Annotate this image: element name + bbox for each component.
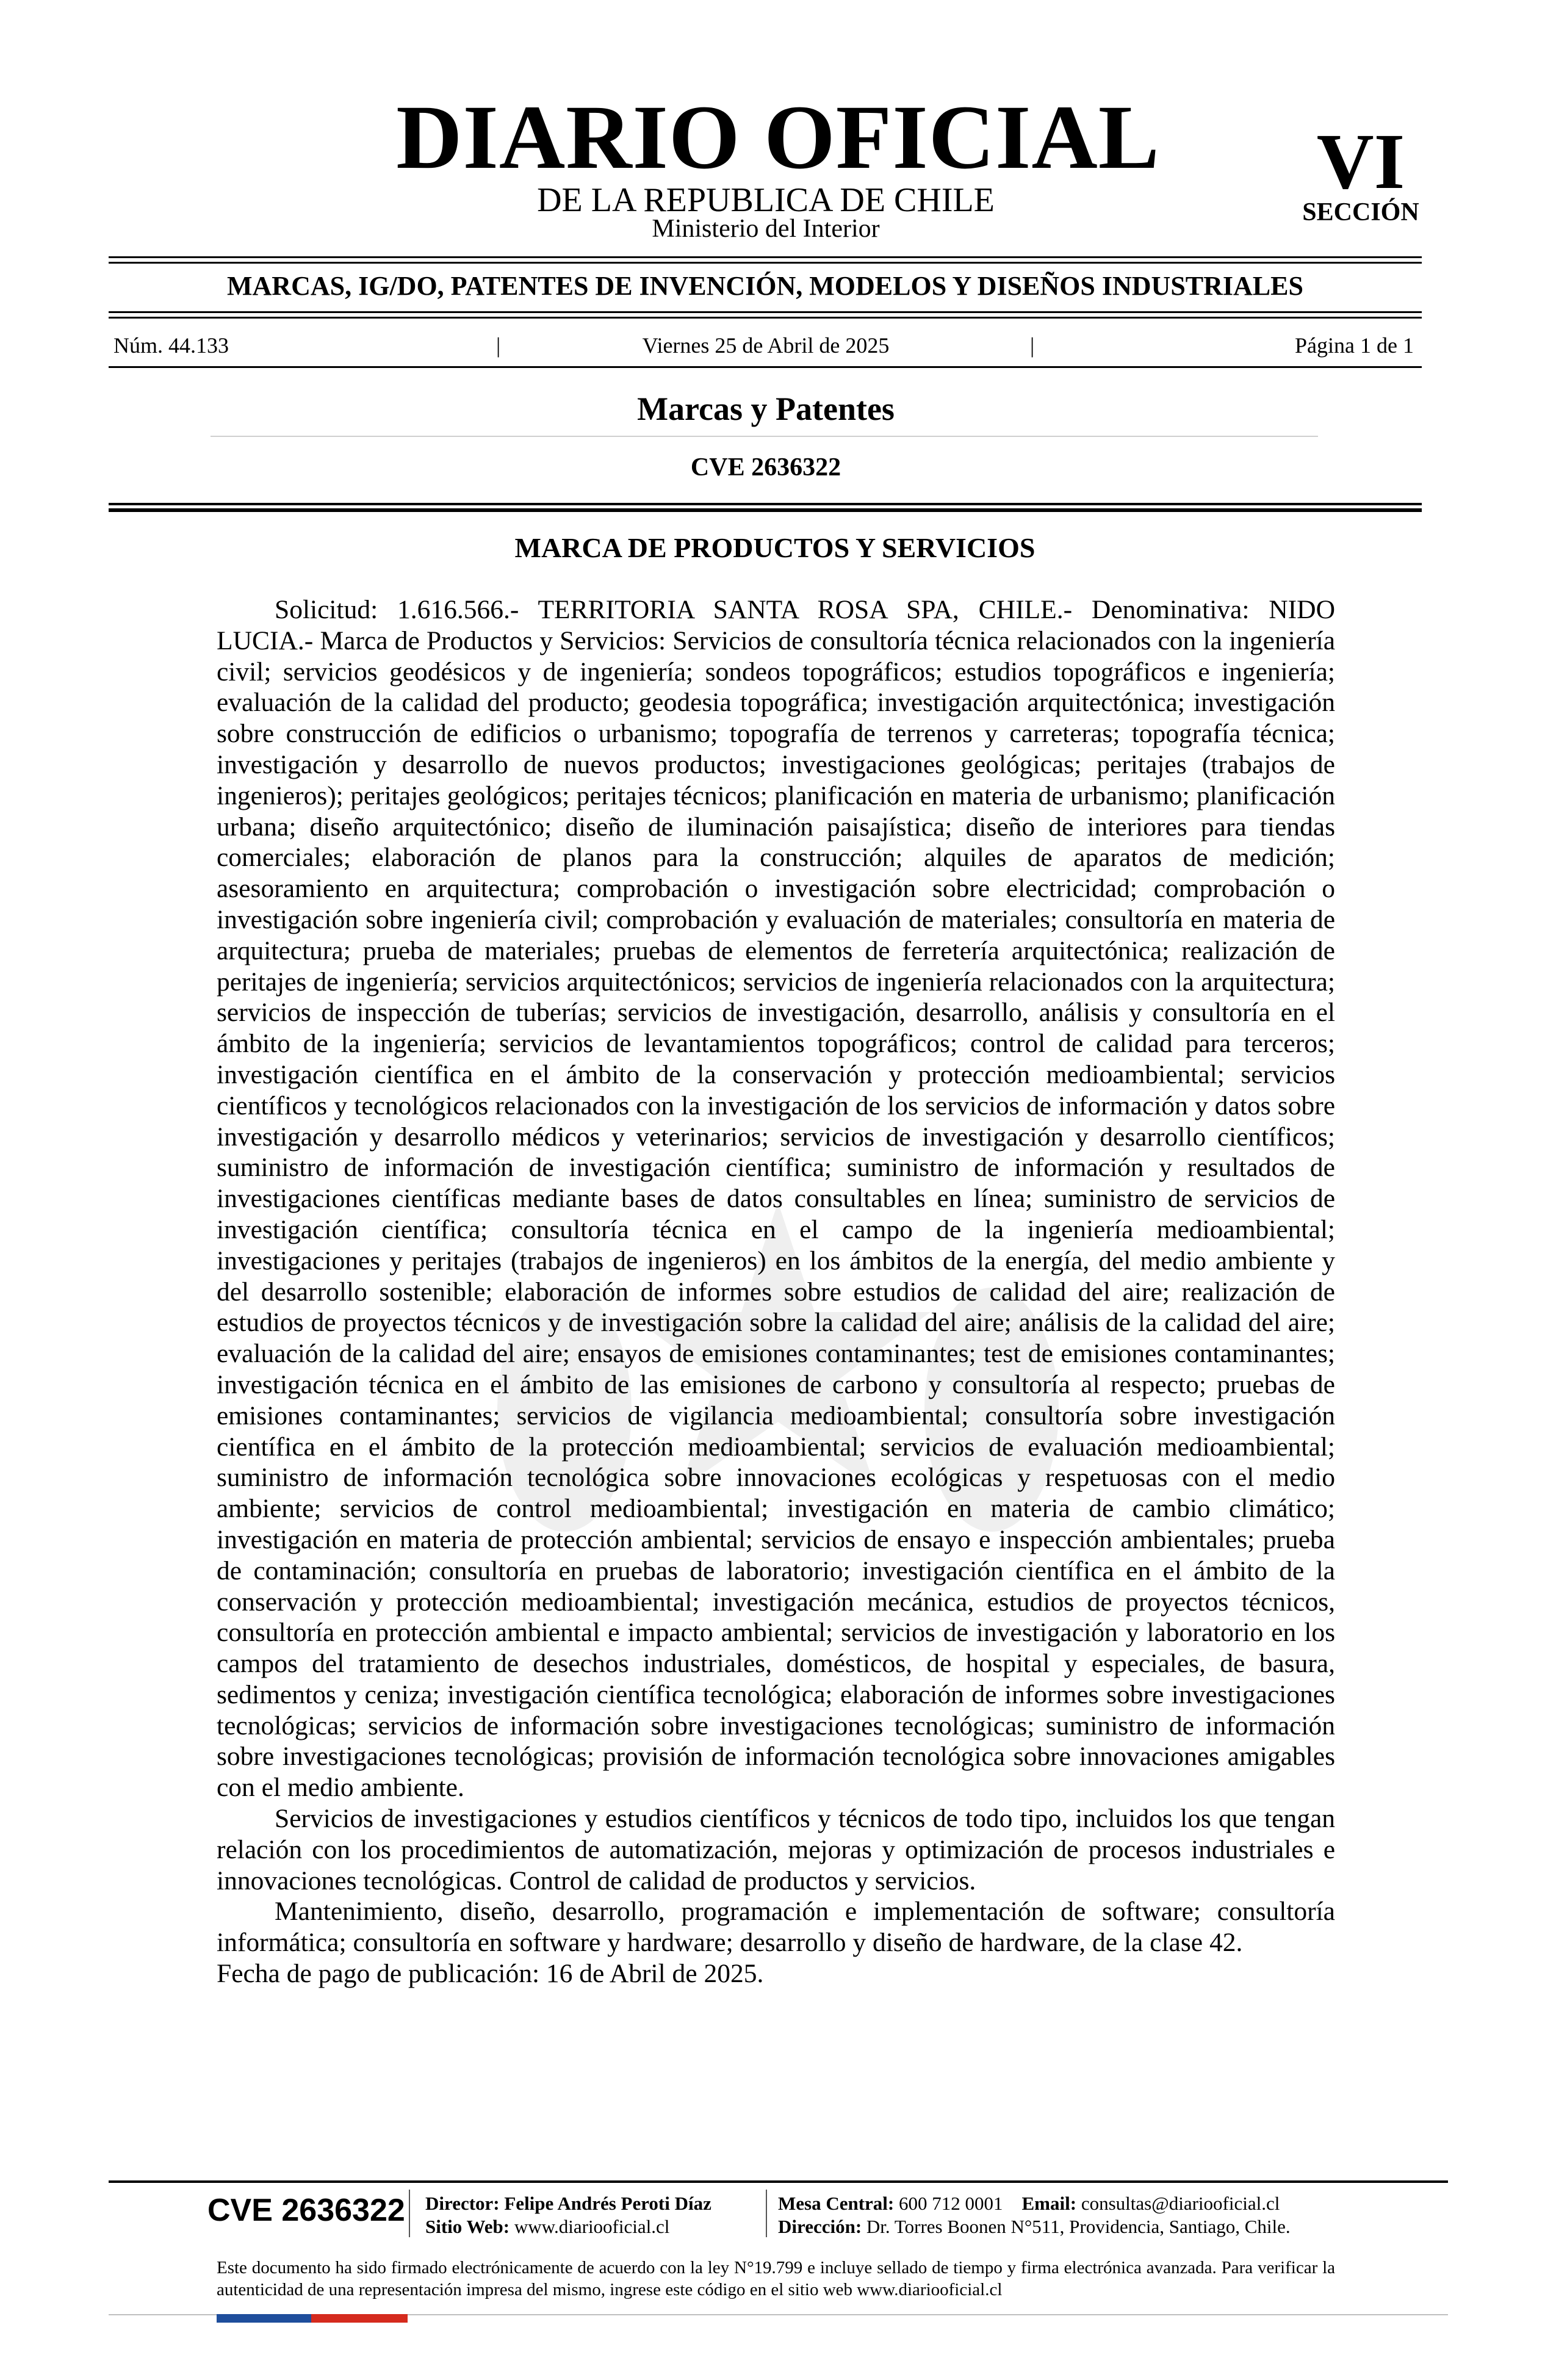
page-indicator: Página 1 de 1	[1295, 333, 1414, 358]
section-label: SECCIÓN	[1302, 198, 1419, 226]
footer-contact-right	[778, 2192, 1291, 2238]
cve-rule-1	[109, 503, 1422, 505]
payment-date: Fecha de pago de publicación: 16 de Abril de 2025.	[217, 1959, 764, 1989]
email-link[interactable]: consultas@diariooficial.cl	[1081, 2193, 1280, 2214]
body-segment: Servicios de investigaciones y estudios científicos y técnicos de todo tipo, incluidos los que tengan relación con los procedimientos de automatización, mejoras y optimización de procesos industriales e innovaciones tecnológicas. Control de calidad de productos y servicios.	[217, 1804, 1335, 1895]
footer-cve: CVE 2636322	[207, 2193, 405, 2228]
section-divider	[211, 436, 1318, 437]
header-rule-top-2	[109, 262, 1422, 264]
footer-rule	[109, 2180, 1448, 2183]
address-label: Dirección:	[778, 2216, 862, 2237]
director-label: Director:	[425, 2193, 500, 2214]
footer-contact-left	[425, 2192, 711, 2238]
cve-code: CVE 2636322	[690, 453, 841, 481]
body-paragraph	[217, 594, 1335, 1958]
issue-date: Viernes 25 de Abril de 2025	[642, 333, 890, 358]
cve-rule-2	[109, 508, 1422, 512]
phone-value: 600 712 0001	[899, 2193, 1003, 2214]
masthead-subtitle: DE LA REPUBLICA DE CHILE	[537, 181, 995, 219]
body-segment: Solicitud: 1.616.566.- TERRITORIA SANTA ROSA SPA, CHILE.- Denominativa: NIDO LUCIA.- Marca de Productos y Servicios: Servicios de consultoría técnica relacionados con la ingeniería civil; servicios geodésicos y de ingeniería; sondeos topográficos; estudios topográficos e ingeniería; evaluación de la calidad del producto; geodesia topográfica; investigación arquitectónica; investigación sobre construcción de edificios o urbanismo; topografía de terrenos y carreteras; topografía técnica; investigación y desarrollo de nuevos productos; investigaciones geológicas; peritajes (trabajos de ingenieros); peritajes geológicos; peritajes técnicos; planificación en materia de urbanismo; planificación urbana; diseño arquitectónico; diseño de iluminación paisajística; diseño de interiores para tiendas comerciales; elaboración de planos para la construcción; alquiles de aparatos de medición; asesoramiento en arquitectura; comprobación o investigación sobre electricidad; comprobación o investigación sobre ingeniería civil; comprobación y evaluación de materiales; consultoría en materia de arquitectura; prueba de materiales; pruebas de elementos de ferretería arquitectónica; realización de peritajes de ingeniería; servicios arquitectónicos; servicios de ingeniería relacionados con la arquitectura; servicios de inspección de tuberías; servicios de investigación, desarrollo, análisis y consultoría en el ámbito de la ingeniería; servicios de levantamientos topográficos; control de calidad para terceros; investigación científica en el ámbito de la conservación y protección medioambiental; servicios científicos y tecnológicos relacionados con la investigación de los servicios de información y datos sobre investigación y desarrollo médicos y veterinarios; servicios de investigación y desarrollo científicos; suministro de información de investigación científica; suministro de información y resultados de investigaciones científicas mediante bases de datos consultables en línea; suministro de servicios de investigación científica; consultoría técnica en el campo de la ingeniería medioambiental; investigaciones y peritajes (trabajos de ingenieros) en los ámbitos de la energía, del medio ambiente y del desarrollo sostenible; elaboración de informes sobre estudios de calidad del aire; realización de estudios de proyectos técnicos y de investigación sobre la calidad del aire; análisis de la calidad del aire; evaluación de la calidad del aire; ensayos de emisiones contaminantes; test de emisiones contaminantes; investigación técnica en el ámbito de las emisiones de carbono y consultoría al respecto; pruebas de emisiones contaminantes; servicios de vigilancia medioambiental; consultoría sobre investigación científica en el ámbito de la protección medioambiental; servicios de evaluación medioambiental; suministro de información tecnológica sobre innovaciones ecológicas y respetuosas con el medio ambiente; servicios de control medioambiental; investigación en materia de cambio climático; investigación en materia de protección ambiental; servicios de ensayo e inspección ambientales; prueba de contaminación; consultoría en pruebas de laboratorio; investigación científica en el ámbito de la conservación y protección medioambiental; investigación mecánica, estudios de proyectos técnicos, consultoría en protección ambiental e impacto ambiental; servicios de investigación y laboratorio en los campos del tratamiento de desechos industriales, domésticos, de hospital y especiales, de basura, sedimentos y ceniza; investigación científica tecnológica; elaboración de informes sobre investigaciones tecnológicas; servicios de información sobre investigaciones tecnológicas; suministro de información sobre investigaciones tecnológicas; provisión de información tecnológica sobre innovaciones amigables con el medio ambiente.	[217, 595, 1335, 1803]
body-segment: Mantenimiento, diseño, desarrollo, programación e implementación de software; consultoría informática; consultoría en software y hardware; desarrollo y diseño de hardware, de la clase 42.	[217, 1897, 1335, 1958]
masthead-title: DIARIO OFICIAL	[396, 87, 1160, 188]
header-rule-mid-1	[109, 311, 1422, 313]
document-body	[217, 594, 1335, 1989]
section-number: VI	[1316, 118, 1405, 206]
address-value: Dr. Torres Boonen N°511, Providencia, Santiago, Chile.	[866, 2216, 1291, 2237]
flag-stripe-red	[311, 2314, 408, 2323]
director-name: Felipe Andrés Peroti Díaz	[504, 2193, 711, 2214]
issue-separator: |	[496, 333, 501, 358]
footer-divider	[409, 2190, 410, 2237]
document-title: MARCA DE PRODUCTOS Y SERVICIOS	[514, 532, 1036, 563]
header-rule-mid-2	[109, 317, 1422, 319]
flag-stripe-blue	[217, 2314, 311, 2323]
masthead-ministry: Ministerio del Interior	[652, 215, 880, 243]
issue-number: Núm. 44.133	[113, 333, 229, 358]
website-link[interactable]: www.diariooficial.cl	[514, 2216, 670, 2237]
phone-label: Mesa Central:	[778, 2193, 895, 2214]
signature-note: Este documento ha sido firmado electrónicamente de acuerdo con la ley N°19.799 e incluye sellado de tiempo y firma electrónica avanzada. Para verificar la autenticidad de una representación impresa del mismo, ingrese este código en el sitio web www.diariooficial.cl	[217, 2258, 1335, 2299]
section-heading: Marcas y Patentes	[637, 391, 895, 427]
email-label: Email:	[1021, 2193, 1077, 2214]
issue-separator: |	[1030, 333, 1035, 358]
header-rule-top-1	[109, 256, 1422, 258]
category-banner: MARCAS, IG/DO, PATENTES DE INVENCIÓN, MODELOS Y DISEÑOS INDUSTRIALES	[227, 271, 1303, 301]
website-label: Sitio Web:	[425, 2216, 510, 2237]
footer-divider	[766, 2190, 767, 2237]
info-rule	[109, 366, 1422, 368]
